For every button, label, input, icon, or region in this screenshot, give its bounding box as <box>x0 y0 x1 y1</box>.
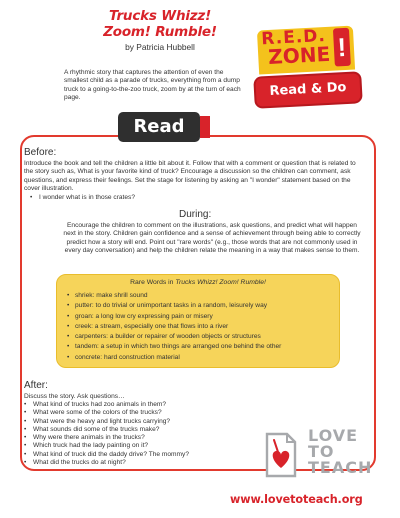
rare-words-title-book: Trucks Whizz! Zoom! Rumble! <box>175 279 266 286</box>
logo-exclamation: ! <box>333 28 351 67</box>
title-block <box>62 8 258 52</box>
list-item: • Which truck had the lady painting on it? <box>24 442 254 450</box>
logo-zone-text: ZONE <box>267 41 331 69</box>
list-item: • I wonder what is in those crates? <box>30 194 330 202</box>
list-item: • shriek: make shrill sound <box>67 291 281 301</box>
list-item: • carpenters: a builder or repairer of wooden objects or structures <box>67 332 281 342</box>
logo-red-text: R.E.D. <box>260 25 327 50</box>
list-item: • What did the trucks do at night? <box>24 459 254 467</box>
book-summary: A rhythmic story that captures the attention of even the smallest child as a parade of trucks, everything from a dump truck to a going-to-the-zoo truck, zoom by at the turn of each page. <box>64 69 241 102</box>
logo-read-do-text: Read & Do <box>253 71 363 109</box>
after-questions <box>24 401 254 467</box>
brand-line-to: TO <box>308 442 335 461</box>
website-url[interactable]: www.lovetoteach.org <box>230 493 363 506</box>
document-heart-icon <box>265 432 297 478</box>
rare-words-title-prefix: Rare Words in <box>130 279 176 286</box>
list-item: • putter: to do trivial or unimportant tasks in a random, leisurely way <box>67 301 281 311</box>
before-heading: Before: <box>24 147 57 158</box>
list-item: • tandem: a setup in which two things are arranged one behind the other <box>67 342 281 352</box>
before-text: Introduce the book and tell the children a little bit about it. Follow that with a comment or question that is related to the story such as, What is your favorite kind of truck? Encourage a discussion so the children can comment, ask questions, and express their feelings. Set the stage for listening by asking an "I wonder" statement based on the cover illustration. <box>24 160 356 193</box>
rare-words-box <box>56 274 340 368</box>
after-heading: After: <box>24 380 48 391</box>
list-item: • What were some of the colors of the trucks? <box>24 409 254 417</box>
brand-line-love: LOVE <box>308 426 359 445</box>
list-item: • What sounds did some of the trucks make? <box>24 426 254 434</box>
book-title-line-1: Trucks Whizz! <box>108 8 212 24</box>
red-zone-logo <box>252 25 364 106</box>
during-text: Encourage the children to comment on the illustrations, ask questions, and predict what will happen next in the story. Children gain confidence and a sense of achievement through being able to correctly predict how a story will end. Point out "rare words" (e.g., those words that are not commonly used in every day conversation) and help the children relate the meaning in a way that makes sense to them. <box>63 222 361 255</box>
rare-words-list <box>67 291 281 363</box>
author-byline: by Patricia Hubbell <box>125 42 195 52</box>
list-item: • Why were there animals in the trucks? <box>24 434 254 442</box>
list-item: • concrete: hard construction material <box>67 353 281 363</box>
list-item: • creek: a stream, especially one that flows into a river <box>67 322 281 332</box>
read-banner: Read <box>118 112 200 142</box>
list-item: • What kind of truck did the daddy drive? The mommy? <box>24 451 254 459</box>
brand-line-teach: TEACH <box>308 458 373 477</box>
rare-words-title <box>57 279 339 286</box>
list-item: • groan: a long low cry expressing pain or misery <box>67 312 281 322</box>
after-intro: Discuss the story. Ask questions… <box>24 393 125 400</box>
list-item: • What kind of trucks had zoo animals in them? <box>24 401 254 409</box>
book-title-line-2: Zoom! Rumble! <box>103 24 217 40</box>
before-bullets <box>30 194 330 202</box>
list-item: • What were the heavy and light trucks carrying? <box>24 418 254 426</box>
logo-top-panel <box>257 26 355 75</box>
during-heading: During: <box>179 209 212 220</box>
love-to-teach-wordmark <box>308 428 372 476</box>
